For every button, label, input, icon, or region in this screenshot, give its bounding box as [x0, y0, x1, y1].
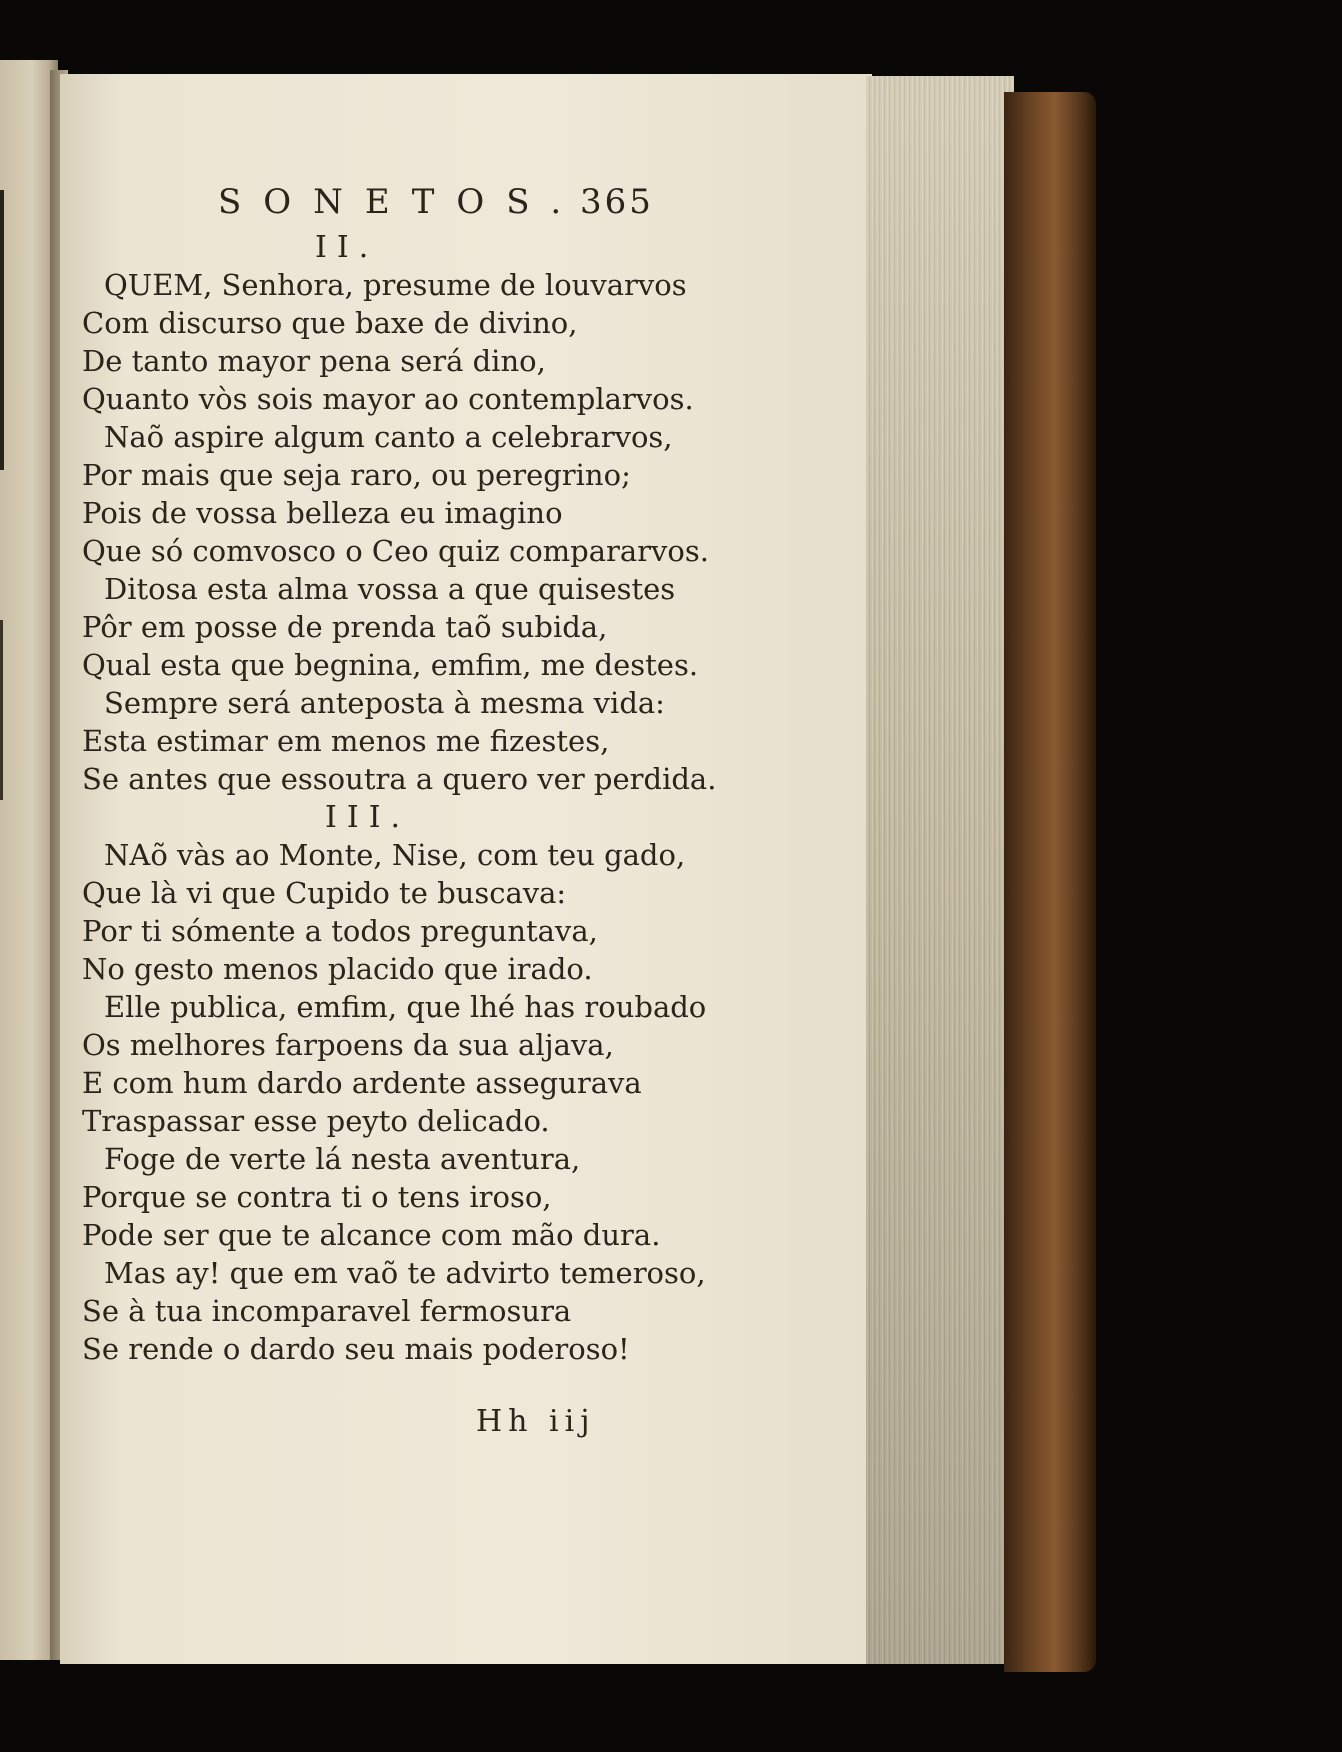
sonnet-number-ii: II.: [315, 230, 379, 265]
poem-line: Pode ser que te alcance com mão dura.: [82, 1218, 661, 1252]
poem-line: Com discurso que baxe de divino,: [82, 306, 578, 340]
page-number: 365: [580, 182, 654, 222]
poem-line: Que só comvosco o Ceo quiz compararvos.: [82, 534, 709, 568]
poem-line: Sempre será anteposta à mesma vida:: [104, 686, 665, 720]
page-header: [60, 182, 872, 232]
leather-cover: [1004, 92, 1096, 1672]
book-page: [60, 74, 872, 1664]
poem-line: Se antes que essoutra a quero ver perdida.: [82, 762, 717, 796]
poem-line: Naõ aspire algum canto a celebrarvos,: [104, 420, 673, 454]
poem-line: Os melhores farpoens da sua aljava,: [82, 1028, 614, 1062]
left-page-mark: [0, 190, 14, 470]
poem-line: Elle publica, emfim, que lhé has roubado: [104, 990, 707, 1024]
running-title: SONETOS.: [218, 182, 584, 222]
poem-line: Qual esta que begnina, emfim, me destes.: [82, 648, 699, 682]
poem-line: Foge de verte lá nesta aventura,: [104, 1142, 581, 1176]
poem-line: Porque se contra ti o tens iroso,: [82, 1180, 552, 1214]
poem-line: Se rende o dardo seu mais poderoso!: [82, 1332, 630, 1366]
signature-mark: Hh iij: [476, 1404, 596, 1439]
poem-line: Ditosa esta alma vossa a que quisestes: [104, 572, 676, 606]
poem-line: Por ti sómente a todos preguntava,: [82, 914, 598, 948]
page-content: [60, 74, 872, 1664]
sonnet-number-iii: III.: [325, 800, 411, 835]
poem-line: E com hum dardo ardente assegurava: [82, 1066, 642, 1100]
poem-line: Traspassar esse peyto delicado.: [82, 1104, 550, 1138]
poem-line: Por mais que seja raro, ou peregrino;: [82, 458, 631, 492]
poem-line: Quanto vòs sois mayor ao contemplarvos.: [82, 382, 694, 416]
poem-line: No gesto menos placido que irado.: [82, 952, 593, 986]
left-page-mark-lower: [0, 620, 9, 800]
poem-line: Que là vi que Cupido te buscava:: [82, 876, 567, 910]
page-edges-shade: [866, 76, 1014, 1664]
poem-line: Mas ay! que em vaõ te advirto temeroso,: [104, 1256, 706, 1290]
poem-line: NAõ vàs ao Monte, Nise, com teu gado,: [104, 838, 686, 872]
poem-line: Pois de vossa belleza eu imagino: [82, 496, 563, 530]
poem-line: Se à tua incomparavel fermosura: [82, 1294, 572, 1328]
poem-line: De tanto mayor pena será dino,: [82, 344, 546, 378]
poem-line: Esta estimar em menos me fizestes,: [82, 724, 610, 758]
poem-line: Pôr em posse de prenda taõ subida,: [82, 610, 608, 644]
poem-line: QUEM, Senhora, presume de louvarvos: [104, 268, 687, 302]
